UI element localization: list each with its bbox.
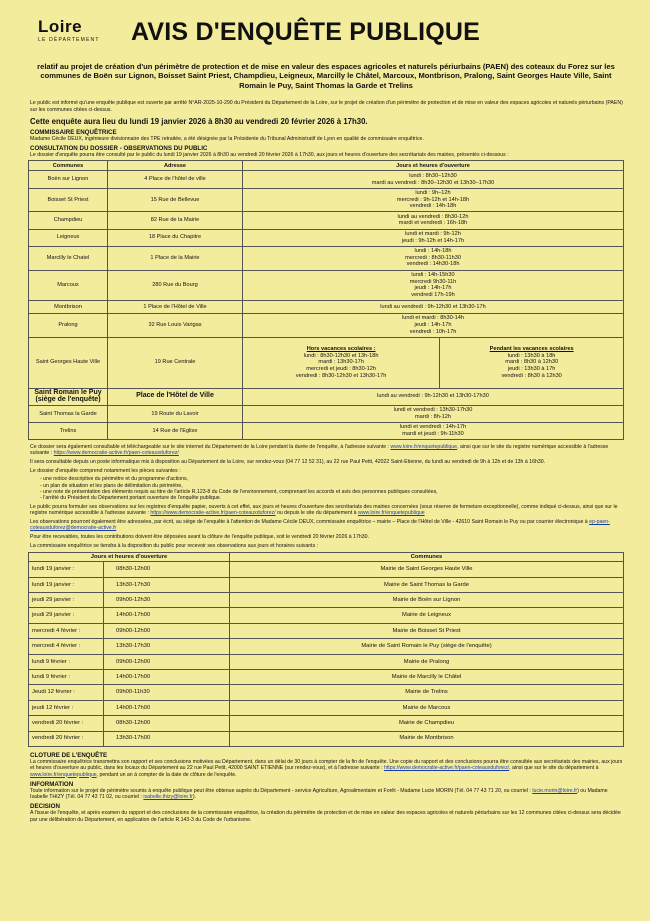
text-span: , ainsi que sur le site du registre numérique accessible à l'adresse suivante :	[30, 444, 609, 457]
email-link[interactable]: lucie.morin@loire.fr	[532, 787, 578, 794]
loire-logo	[38, 18, 100, 43]
pendant-vacances-heading: Pendant les vacances scolaires	[489, 346, 574, 353]
header-horaires: Jours et heures d'ouverture	[243, 161, 624, 171]
table-row	[29, 212, 624, 229]
table-row	[29, 337, 624, 388]
adresse-cell: 1 Place de l'Hôtel de Ville	[108, 300, 243, 313]
commune-cell: Pralong	[29, 313, 108, 337]
table-row	[29, 562, 624, 577]
horaires-cell	[243, 422, 624, 439]
commune-cell: Mairie de Leigneux	[230, 608, 624, 623]
table-row	[29, 670, 624, 685]
horaire-line: vendredi : 14h-18h	[409, 203, 457, 210]
table-row	[29, 313, 624, 337]
horaire-line: lundi au vendredi : 8h30-12h	[397, 213, 469, 220]
information-heading: INFORMATION	[30, 780, 74, 788]
heure-cell: 09h00-12h00	[104, 654, 230, 669]
horaires-cell	[243, 171, 624, 188]
horaire-line: lundi : 8h30–12h30	[409, 172, 457, 179]
horaires-cell	[243, 212, 624, 229]
commune-cell: Saint Georges Haute Ville	[29, 337, 108, 388]
horaire-line: mercredi : 9h-12h et 14h-18h	[396, 196, 470, 203]
horaire-line: mardi au vendredi : 8h30–12h30 et 13h30–17h30	[371, 179, 495, 186]
notice-sheet	[28, 14, 624, 825]
table-row	[29, 246, 624, 270]
horaire-line: lundi et vendredi : 14h-17h	[399, 424, 467, 431]
table-row	[29, 171, 624, 188]
commune-cell: Mairie de Boën sur Lignon	[230, 593, 624, 608]
adresse-cell: 15 Rue de Bellevue	[108, 188, 243, 212]
commune-cell: Mairie de Pralong	[230, 654, 624, 669]
table-header-row	[29, 553, 624, 562]
commune-cell: Mairie de Saint Romain le Puy (siège de l'enquête)	[230, 639, 624, 654]
commune-cell: Marcilly le Chatel	[29, 246, 108, 270]
registre-numerique-link[interactable]: https://www.democratie-active.fr/paen-coteauxduforez/	[383, 765, 510, 772]
adresse-cell: 18 Place du Chapitre	[108, 229, 243, 246]
adresse-cell: Place de l'Hôtel de Ville	[108, 388, 243, 405]
heure-cell: 14h00-17h00	[104, 608, 230, 623]
text-span: ) ou Madame Isabelle THIZY (Tél. 04 77 43 71 02, ou courriel :	[30, 787, 608, 801]
text-span: , ainsi que sur le site du département à	[509, 765, 599, 772]
information-text	[30, 788, 624, 801]
horaire-line: lundi et mardi : 8h30-14h	[402, 315, 464, 322]
pendant-vacances-cell	[440, 337, 624, 388]
adresse-cell: 32 Rue Louis Varigas	[108, 313, 243, 337]
table-row	[29, 716, 624, 731]
jour-cell: jeudi 29 janvier :	[29, 608, 104, 623]
header-jours: Jours et heures d'ouverture	[29, 553, 230, 562]
adresse-cell: 19 Route du Lavoir	[108, 405, 243, 422]
cloture-text	[30, 759, 624, 778]
table-row	[29, 700, 624, 715]
table-header-row	[29, 161, 624, 171]
horaire-line: jeudi : 13h30 à 17h	[507, 366, 556, 373]
horaire-line: mercredi 9h30-11h	[409, 278, 457, 285]
horaire-line: mardi et jeudi : 9h-11h30	[402, 431, 464, 438]
horaire-line: lundi et vendredi : 13h30-17h30	[393, 407, 473, 414]
horaire-line: lundi : 13h30 à 18h	[507, 352, 556, 359]
table-row	[29, 731, 624, 746]
heure-cell: 13h30-17h30	[104, 639, 230, 654]
commune-cell: Boisset St Priest	[29, 188, 108, 212]
heure-cell: 14h00-17h00	[104, 670, 230, 685]
page-title: AVIS D'ENQUÊTE PUBLIQUE	[131, 18, 481, 46]
horaire-line: vendredi : 8h30-12h30 et 13h30-17h	[295, 372, 387, 379]
commune-cell: Mairie de Champdieu	[230, 716, 624, 731]
horaire-line: lundi au vendredi : 9h-12h30 et 13h30-17h	[380, 303, 486, 310]
hors-vacances-cell	[243, 337, 440, 388]
header-communes: Communes	[230, 553, 624, 562]
horaires-cell	[243, 300, 624, 313]
decision-heading: DECISION	[30, 803, 60, 811]
adresse-cell: 19 Rue Centrale	[108, 337, 243, 388]
table-row	[29, 270, 624, 300]
text-span: Toute information sur le projet de périmètre soumis à enquête publique peut être obtenue auprès du Département - service Agriculture, Agroalimentaire et Forêt - Madame Lucie MORIN (Tél. 04 77 43 71 20, ou courriel :	[30, 787, 533, 794]
list-item: - l'arrêté du Président du Département portant ouverture de l'enquête publique.	[40, 495, 624, 501]
horaires-cell	[243, 270, 624, 300]
jour-cell: mercredi 4 février :	[29, 623, 104, 638]
text-span: Le public pourra formuler ses observations sur les registres d'enquête papier, ouverts à cet effet, aux jours et heures d'ouverture des secrétariats des mairies concernées (sous réserve de fermeture exceptionnelle), comme indiqué ci-dessus, ainsi que sur le registre numérique accessible à l'adresse suivante :	[30, 503, 618, 516]
heure-cell: 08h30-12h00	[104, 716, 230, 731]
jour-cell: lundi 19 janvier :	[29, 577, 104, 592]
table-row	[29, 623, 624, 638]
horaire-line: jeudi : 14h-17h	[414, 285, 452, 292]
horaire-line: mercredi et jeudi : 8h30-12h	[306, 366, 376, 373]
commune-cell: Mairie de Montbrison	[230, 731, 624, 746]
commune-cell: Saint Thomas la Garde	[29, 405, 108, 422]
loire-enquete-link[interactable]: www.loire.fr/enquetepublique	[358, 509, 425, 516]
consultation-heading: CONSULTATION DU DOSSIER - OBSERVATIONS DU PUBLIC	[30, 145, 208, 153]
notice-subtitle: relatif au projet de création d'un périmètre de protection et de mise en valeur des espaces agricoles et naturels périurbains (PAEN) des coteaux du Forez sur les communes de Boën sur Lignon, Boisset Saint Priest, Champdieu, Leigneux, Marcilly le Châtel, Marcoux, Montbrison, Pralong, Saint Georges Haute Ville, Saint Romain le Puy, Saint Thomas la Garde et Trelins	[37, 62, 615, 90]
horaires-cell	[243, 188, 624, 212]
horaires-cell	[243, 229, 624, 246]
commune-cell: Mairie de Trelins	[230, 685, 624, 700]
horaire-line: lundi : 8h30-12h30 et 13h-18h	[303, 352, 379, 359]
jour-cell: lundi 19 janvier :	[29, 562, 104, 577]
text-span: Ce dossier sera également consultable et téléchargeable sur le site internet du Département de la Loire pendant la durée de l'enquête, à l'adresse suivante :	[30, 444, 391, 451]
observations-text	[30, 504, 624, 517]
text-span: ).	[192, 794, 196, 801]
table-row	[29, 229, 624, 246]
jour-cell: Jeudi 12 février :	[29, 685, 104, 700]
hors-vacances-heading: Hors vacances scolaires :	[306, 346, 376, 353]
commune-cell: Mairie de Saint Thomas la Garde	[230, 577, 624, 592]
adresse-cell: 14 Rue de l'Eglise	[108, 422, 243, 439]
list-item: - une note de présentation des éléments requis au titre de l'article R.123-8 du Code de l'environnement, comprenant les accords et avis des personnes publiques consultées,	[40, 489, 624, 495]
loire-enquete-link[interactable]: www.loire.fr/enquetepublique	[30, 771, 97, 778]
commune-cell: Saint Romain le Puy (siège de l'enquête)	[29, 388, 108, 405]
poste-informatique-text: Il sera consultable depuis un poste informatique mis à disposition au Département de la Loire, sur rendez-vous (04 77 12 52 31), au 22 rue Paul Petit, 42022 Saint-Etienne, du lundi au vendredi de 9h à 12h et de 13h à 16h30.	[30, 458, 546, 465]
horaire-line: mardi : 8h-12h	[414, 413, 452, 420]
adresse-cell: 1 Place de la Mairie	[108, 246, 243, 270]
table-row	[29, 639, 624, 654]
heure-cell: 09h00-11h30	[104, 685, 230, 700]
list-item: - une notice descriptive du périmètre et du programme d'actions,	[40, 476, 624, 482]
recevabilite-text: Pour être recevables, toutes les contributions doivent être déposées avant la clôture de l'enquête publique, soit le vendredi 20 février 2026 à 17h30.	[30, 533, 369, 540]
commune-cell: Boën sur Lignon	[29, 171, 108, 188]
horaire-line: vendredi 17h-19h	[411, 291, 455, 298]
horaire-line: jeudi : 14h-17h	[414, 322, 452, 329]
horaire-line: vendredi : 14h30-18h	[406, 261, 460, 268]
commissaire-heading: COMMISSAIRE ENQUÊTRICE	[30, 128, 117, 136]
commissaire-text: Madame Cécile DEUX, ingénieure divisionnaire des TPE retraitée, a été désignée par la Présidente du Tribunal Administratif de Lyon en qualité de commissaire enquêtrice.	[30, 135, 424, 142]
courrier-text	[30, 519, 624, 532]
horaire-line: lundi et mardi : 9h-12h	[405, 231, 461, 238]
commune-cell: Montbrison	[29, 300, 108, 313]
decision-text: A l'issue de l'enquête, et après examen du rapport et des conclusions de la commissaire enquêtrice, la création du périmètre de protection et de mise en valeur des espaces agricoles et naturels périurbains sur les 12 communes citées ci-dessus sera décidée par une délibération du Département, en application de l'article R.143-3 du Code de l'urbanisme.	[30, 810, 621, 823]
horaire-line: mardi et vendredi : 16h-18h	[398, 220, 468, 227]
horaire-line: lundi : 9h–12h	[415, 190, 451, 197]
heure-cell: 09h00-12h30	[104, 593, 230, 608]
table-row	[29, 300, 624, 313]
email-link[interactable]: isabelle.thizy@loire.fr	[143, 794, 193, 801]
cloture-heading: CLOTURE DE L'ENQUÊTE	[30, 751, 108, 759]
enquiry-dates: Cette enquête aura lieu du lundi 19 janvier 2026 à 8h30 au vendredi 20 février 2026 à 17h30.	[30, 116, 368, 126]
table-row	[29, 685, 624, 700]
consultation-text: Le dossier d'enquête pourra être consulté par le public du lundi 19 janvier 2026 à 8h30 au vendredi 20 février 2026 à 17h30, aux jours et heures d'ouverture des secrétariats des mairies, présentés ci-dessous :	[30, 152, 509, 159]
horaire-line: lundi : 14h-15h30	[411, 272, 455, 279]
jour-cell: mercredi 4 février :	[29, 639, 104, 654]
horaire-line: lundi : 14h-18h	[414, 248, 452, 255]
horaire-line: lundi au vendredi : 9h-12h30 et 13h30-17h30	[377, 393, 489, 400]
horaires-cell	[243, 405, 624, 422]
heure-cell: 13h30-17h00	[104, 731, 230, 746]
header-communes: Communes	[29, 161, 108, 171]
commune-cell: Mairie de Marcoux	[230, 700, 624, 715]
adresse-cell: 280 Rue du Bourg	[108, 270, 243, 300]
permanences-intro: La commissaire enquêtrice se tiendra à la disposition du public pour recevoir ses observations aux jours et horaires suivants :	[30, 542, 319, 549]
jour-cell: lundi 9 février :	[29, 654, 104, 669]
horaire-line: mercredi : 8h30-11h30	[405, 254, 461, 261]
text-span: ou depuis le site du département à	[275, 509, 358, 516]
table-row	[29, 577, 624, 592]
horaire-line: mardi : 8h30 à 12h30	[505, 359, 559, 366]
loire-enquete-link[interactable]: www.loire.fr/enquetepublique	[390, 444, 458, 451]
text-span: , pendant un an à compter de la date de clôture de l'enquête.	[96, 771, 237, 778]
commune-cell: Champdieu	[29, 212, 108, 229]
table-row	[29, 654, 624, 669]
horaire-line: jeudi : 9h-12h et 14h-17h	[401, 237, 465, 244]
horaire-line: vendredi : 8h30 à 12h30	[501, 372, 562, 379]
registre-numerique-link[interactable]: https://www.democratie-active.fr/paen-coteauxduforez/	[150, 509, 276, 516]
adresse-cell: 82 Rue de la Mairie	[108, 212, 243, 229]
jour-cell: lundi 9 février :	[29, 670, 104, 685]
text-span: La commissaire enquêtrice transmettra son rapport et ses conclusions motivées au Département, dans un délai de 30 jours à compter de la fin de l'enquête. Une copie du rapport et des conclusions pourra être consultée aux secrétariats des mairies, aux jours et heures d'ouverture au public, dans les locaux du Département au 22 rue Paul Petit, 42000 SAINT ETIENNE (sur rendez-vous), et à l'adresse suivante :	[30, 758, 623, 772]
horaires-cell	[243, 246, 624, 270]
permanences-table	[28, 552, 624, 747]
text-span: Les observations pourront également être adressées, par écrit, au siège de l'enquête à l'attention de Madame Cécile DEUX, commissaire enquêtrice – mairie – Place de l'Hôtel de Ville - 42610 Saint Romain le Puy ou par courrier électronique à	[30, 519, 590, 526]
logo-subtitle: LE DÉPARTEMENT	[38, 37, 100, 43]
adresse-cell: 4 Place de l'hôtel de ville	[108, 171, 243, 188]
jour-cell: vendredi 20 février :	[29, 716, 104, 731]
horaires-cell	[243, 313, 624, 337]
commune-cell: Marcoux	[29, 270, 108, 300]
logo-name: Loire	[38, 17, 83, 36]
mairies-table	[28, 160, 624, 440]
commune-cell: Trelins	[29, 422, 108, 439]
horaire-line: mardi : 13h30-17h	[318, 359, 364, 366]
jour-cell: jeudi 29 janvier :	[29, 593, 104, 608]
table-row	[29, 593, 624, 608]
intro-paragraph: Le public est informé qu'une enquête publique est ouverte par arrêté N°AR-2025-10-290 du Président du Département de la Loire, sur le projet de création d'un périmètre de protection et de mise en valeur des espaces agricoles et naturels périurbains (PAEN) sur les communes citées ci-dessus.	[30, 100, 623, 113]
table-row	[29, 188, 624, 212]
header-adresse: Adresse	[108, 161, 243, 171]
commune-cell: Leigneux	[29, 229, 108, 246]
jour-cell: vendredi 20 février :	[29, 731, 104, 746]
heure-cell: 13h30-17h30	[104, 577, 230, 592]
commune-cell: Mairie de Boisset St Priest	[230, 623, 624, 638]
commune-cell: Mairie de Marcilly le Châtel	[230, 670, 624, 685]
table-row	[29, 422, 624, 439]
registre-numerique-link[interactable]: https://www.democratie-active.fr/paen-coteauxduforez/	[53, 450, 179, 457]
list-item: - un plan de situation et les plans de délimitation du périmètre,	[40, 483, 624, 489]
commune-cell: Mairie de Saint Georges Haute Ville	[230, 562, 624, 577]
heure-cell: 09h00-12h00	[104, 623, 230, 638]
email-link[interactable]: ep-paen-coteauxduforez@democratie-active.fr	[30, 519, 610, 532]
heure-cell: 14h00-17h00	[104, 700, 230, 715]
table-row	[29, 608, 624, 623]
table-row	[29, 388, 624, 405]
online-consultation-text	[30, 444, 624, 457]
header	[28, 14, 624, 58]
dossier-pieces-intro: Le dossier d'enquête comprend notamment les pièces suivantes :	[30, 468, 181, 475]
horaires-cell	[243, 388, 624, 405]
table-row	[29, 405, 624, 422]
horaire-line: vendredi : 10h-17h	[409, 328, 457, 335]
jour-cell: jeudi 12 février :	[29, 700, 104, 715]
heure-cell: 08h30-12h00	[104, 562, 230, 577]
dossier-pieces-list	[40, 476, 624, 501]
